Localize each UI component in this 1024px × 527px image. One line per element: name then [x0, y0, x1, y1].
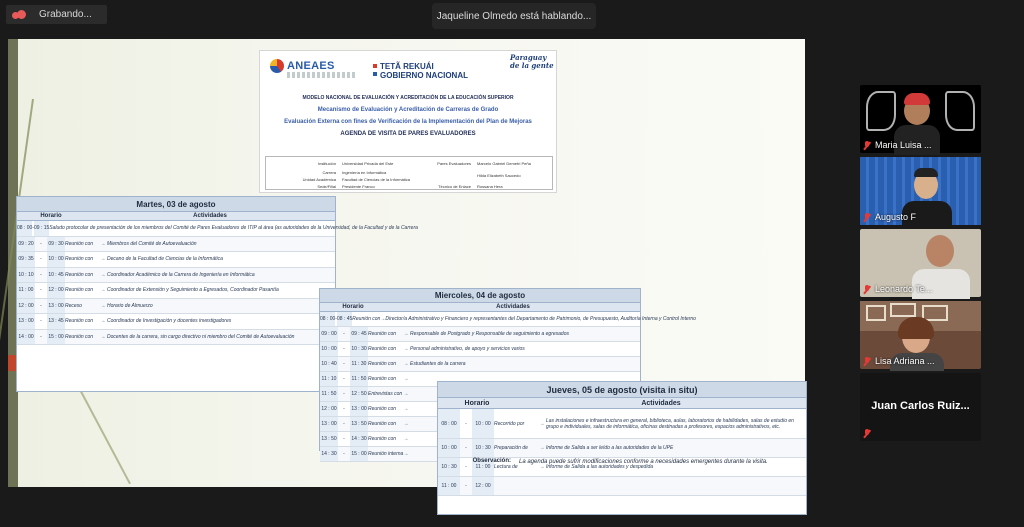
participant-name: Augusto F [863, 212, 916, 222]
start-time: 08 : 00 [17, 221, 32, 236]
activity-description: Saludo protocolar de presentación de los miembros del Comité de Pares Evaluadores de ITIP al área (as autoridades de la Universidad, de la Facultad y de la Carrera [49, 225, 418, 232]
start-time: 14 : 00 [17, 330, 35, 345]
arrow-separator: → [403, 406, 409, 412]
table-title: Jueves, 05 de agosto (visita in situ) [438, 382, 806, 398]
start-time: 10 : 00 [438, 439, 460, 457]
info-row: Hilda Elizabeth Saucedo [477, 173, 521, 178]
activity-description: Decano de la Facultad de Ciencias de la Informática [107, 256, 223, 263]
mic-muted-icon [863, 213, 871, 222]
arrow-separator: → [100, 302, 106, 309]
end-time: 15 : 00 [47, 330, 65, 345]
time-separator: - [343, 361, 345, 367]
participant-tile[interactable] [860, 85, 981, 153]
arrow-separator: → [380, 316, 386, 322]
schedule-table-jueves [437, 381, 807, 515]
activity-kind: Recorrido por [494, 420, 525, 427]
activity-kind: Reunión con [368, 346, 397, 352]
arrow-separator: → [100, 240, 106, 247]
agenda-title: AGENDA DE VISITA DE PARES EVALUADORES [340, 131, 476, 137]
start-time: 08 : 00 [320, 312, 335, 326]
table-row [320, 357, 640, 372]
start-time: 08 : 00 [438, 409, 460, 438]
activity-description: Coordinador de Extensión y Seguimiento a Egresados, Coordinador Pasantía [107, 287, 279, 294]
end-time: 15 : 00 [350, 447, 368, 461]
active-speaker-notice: Jaqueline Olmedo está hablando... [432, 3, 596, 29]
end-time: 14 : 30 [350, 432, 368, 446]
activity-kind: Receso [65, 302, 82, 309]
time-separator: - [343, 391, 345, 397]
arrow-separator: → [100, 333, 106, 340]
info-row: Institución Universidad Privada del Este [317, 161, 394, 166]
participant-tile[interactable] [860, 301, 981, 369]
start-time: 11 : 00 [438, 477, 460, 495]
activity-description: Responsable de Postgrado y Responsable de seguimiento a egresados [410, 331, 569, 337]
agenda-evaluation: Evaluación Externa con fines de Verificación de la Implementación del Plan de Mejoras [284, 119, 532, 125]
arrow-separator: → [403, 391, 409, 397]
time-separator: - [343, 376, 345, 382]
start-time: 09 : 20 [17, 237, 35, 252]
arrow-separator: → [539, 445, 545, 451]
start-time: 12 : 00 [17, 299, 35, 314]
start-time: 11 : 50 [320, 387, 338, 401]
activity-kind: Reunión con [368, 436, 397, 442]
start-time: 10 : 10 [17, 268, 35, 283]
start-time: 14 : 30 [320, 447, 338, 461]
activity-description: Coordinador de Investigación y docentes investigadores [107, 318, 232, 325]
table-row [438, 439, 806, 458]
end-time: 09 : 30 [47, 237, 65, 252]
arrow-separator: → [403, 421, 409, 427]
gobierno-logo: TETÃ REKUÁI GOBIERNO NACIONAL [380, 62, 468, 80]
arrow-separator: → [403, 451, 409, 457]
participant-name-large: Juan Carlos Ruiz... [871, 400, 970, 412]
start-time: 11 : 10 [320, 372, 338, 386]
participant-name: Lisa Adriana ... [863, 356, 935, 366]
time-separator: - [40, 333, 42, 340]
end-time: 12 : 00 [472, 477, 494, 495]
paraguay-flag-icon [373, 64, 377, 76]
mic-muted-icon [863, 429, 871, 438]
end-time: 10 : 30 [472, 439, 494, 457]
info-row: Sede/Filial Presidente Franco [317, 184, 375, 189]
time-separator: - [40, 256, 42, 263]
activity-kind: Reunión con [352, 316, 381, 322]
end-time: 13 : 45 [47, 314, 65, 329]
activity-kind: Reunión interna [368, 451, 404, 457]
activity-description: Estudiantes de la carrera [410, 361, 466, 367]
table-column-headers: Horario Actividades [438, 398, 806, 409]
mic-muted-icon [863, 141, 871, 150]
info-row: Técnico de Enlace Rossana Hera [438, 184, 503, 189]
time-separator: - [343, 346, 345, 352]
aneaes-subtext [287, 72, 357, 78]
table-column-headers: Horario Actividades [17, 212, 335, 221]
table-row [438, 409, 806, 439]
info-row: Carrera Ingeniería en Informática [322, 170, 387, 175]
participant-tile[interactable] [860, 229, 981, 297]
end-time: 11 : 50 [350, 372, 368, 386]
start-time: 09 : 35 [17, 252, 35, 267]
agenda-mechanism: Mecanismo de Evaluación y Acreditación de Carreras de Grado [317, 107, 499, 113]
activity-kind: Reunión con [368, 331, 397, 337]
end-time: 12 : 50 [350, 387, 368, 401]
table-title: Miercoles, 04 de agosto [320, 289, 640, 303]
activity-kind: Reunión con [65, 271, 94, 278]
info-row: Pares Evaluadores Marcelo Gabriel Demetri Peña [437, 161, 531, 166]
activity-kind: Preparación de [494, 445, 528, 451]
end-time: 09 : 15 [34, 221, 49, 236]
time-separator: - [40, 318, 42, 325]
time-separator: - [40, 302, 42, 309]
participant-tile[interactable] [860, 373, 981, 441]
table-row [17, 283, 335, 299]
table-row [320, 327, 640, 342]
activity-kind: Reunión con [65, 240, 94, 247]
time-separator: - [343, 406, 345, 412]
activity-description: Informe de Salida a las autoridades y despedida [546, 464, 654, 470]
end-time: 10 : 45 [47, 268, 65, 283]
activity-kind: Reunión con [65, 256, 94, 263]
time-separator: - [40, 271, 42, 278]
agenda-header-card [259, 50, 557, 193]
table-row [17, 330, 335, 346]
arrow-separator: → [403, 376, 409, 382]
recording-indicator[interactable] [6, 5, 107, 24]
participant-name [863, 429, 875, 438]
activity-description: Coordinador Académico de la Carrera de Ingeniería en Informática [107, 271, 255, 278]
participant-tile[interactable] [860, 157, 981, 225]
time-separator: - [343, 451, 345, 457]
end-time: 13 : 00 [47, 299, 65, 314]
agenda-model-title: MODELO NACIONAL DE EVALUACIÓN Y ACREDITACIÓN DE LA EDUCACIÓN SUPERIOR [302, 95, 514, 101]
arrow-separator: → [403, 436, 409, 442]
record-icon [12, 10, 26, 19]
table-row [17, 268, 335, 284]
time-separator: - [343, 436, 345, 442]
start-time: 10 : 00 [320, 342, 338, 356]
start-time: 13 : 00 [320, 417, 338, 431]
time-separator: - [465, 445, 467, 451]
activity-kind: Reunión con [65, 287, 94, 294]
participant-name: Maria Luisa ... [863, 140, 932, 150]
end-time: 10 : 00 [47, 252, 65, 267]
end-time: 10 : 00 [472, 409, 494, 438]
table-row [17, 299, 335, 315]
table-body [438, 409, 806, 496]
paraguay-brand-logo: Paraguay de la gente [510, 53, 554, 70]
time-separator: - [465, 483, 467, 489]
activity-description: Informe de Salida a ser leído a las autoridades de la UPE [546, 445, 674, 451]
table-row [320, 312, 696, 327]
mic-muted-icon [863, 285, 871, 294]
arrow-separator: → [539, 420, 545, 427]
arrow-separator: → [403, 331, 409, 337]
arrow-separator: → [100, 271, 106, 278]
start-time: 10 : 30 [438, 458, 460, 476]
shared-screen [8, 39, 805, 487]
activity-kind: Reunión con [368, 376, 397, 382]
agenda-info-grid [265, 156, 553, 190]
arrow-separator: → [539, 464, 545, 470]
table-row [320, 342, 640, 357]
activity-kind: Entrevistas con [368, 391, 403, 397]
table-row [17, 237, 335, 253]
start-time: 09 : 00 [320, 327, 338, 341]
start-time: 12 : 00 [320, 402, 338, 416]
time-separator: - [343, 421, 345, 427]
activity-kind: Reunión con [65, 318, 94, 325]
info-row: Unidad Académica Facultad de Ciencias de la Informática [302, 177, 411, 182]
activity-kind: Reunión con [368, 361, 397, 367]
table-row [17, 252, 335, 268]
end-time: 09 : 45 [350, 327, 368, 341]
start-time: 11 : 00 [17, 283, 35, 298]
end-time: 12 : 00 [47, 283, 65, 298]
end-time: 10 : 30 [350, 342, 368, 356]
end-time: 13 : 00 [350, 402, 368, 416]
table-title: Martes, 03 de agosto [17, 197, 335, 212]
end-time: 11 : 00 [472, 458, 494, 476]
activity-description: Las instalaciones e infraestructura en general, biblioteca, aulas, laboratorios de habilidades, salas de estudio en grupo e individuales, salas de informática, oficinas destinadas a profesores, espacios administrativos, etc. [546, 417, 794, 430]
activity-description: Horario de Almuerzo [107, 302, 153, 309]
activity-kind: Lectura de [494, 464, 518, 470]
mic-muted-icon [863, 357, 871, 366]
time-separator: - [40, 287, 42, 294]
arrow-separator: → [100, 256, 106, 263]
arrow-separator: → [403, 361, 409, 367]
participant-name: Leonardo Te... [863, 284, 932, 294]
arrow-separator: → [403, 346, 409, 352]
end-time: 13 : 50 [350, 417, 368, 431]
activity-kind: Reunión con [368, 406, 397, 412]
table-row [438, 477, 806, 496]
start-time: 10 : 40 [320, 357, 338, 371]
activity-description: Personal administrativo, de apoyo y servicios varios [410, 346, 525, 352]
time-separator: - [343, 331, 345, 337]
table-row [17, 221, 418, 237]
activity-kind: Reunión con [368, 421, 397, 427]
end-time: 11 : 30 [350, 357, 368, 371]
recording-label: Grabando... [39, 9, 92, 20]
activity-description: Director/a Administrativo y Financiero y representantes del Departamento de Patrimonio, de Presupuesto, Auditoría Interna y Control Interno [385, 316, 696, 322]
arrow-separator: → [100, 318, 106, 325]
start-time: 13 : 00 [17, 314, 35, 329]
activity-description: Docentes de la carrera, sin cargo directivo ni miembro del Comité de Autoevaluación [107, 333, 295, 340]
start-time: 13 : 50 [320, 432, 338, 446]
activity-kind: Reunión con [65, 333, 94, 340]
time-separator: - [465, 420, 467, 427]
time-separator: - [40, 240, 42, 247]
aneaes-logo: ANEAES [270, 59, 335, 73]
aneaes-emblem-icon [270, 59, 284, 73]
arrow-separator: → [100, 287, 106, 294]
end-time: 08 : 45 [337, 312, 352, 326]
table-column-headers: Horario Actividades [320, 303, 640, 312]
activity-description: Miembros del Comité de Autoevaluación [107, 240, 197, 247]
table-row [17, 314, 335, 330]
observation-note: Observación: La agenda puede sufrir modificaciones conforme a necesidades emergentes durante la visita. [472, 458, 768, 465]
logos-row [260, 51, 556, 91]
time-separator: - [465, 464, 467, 470]
